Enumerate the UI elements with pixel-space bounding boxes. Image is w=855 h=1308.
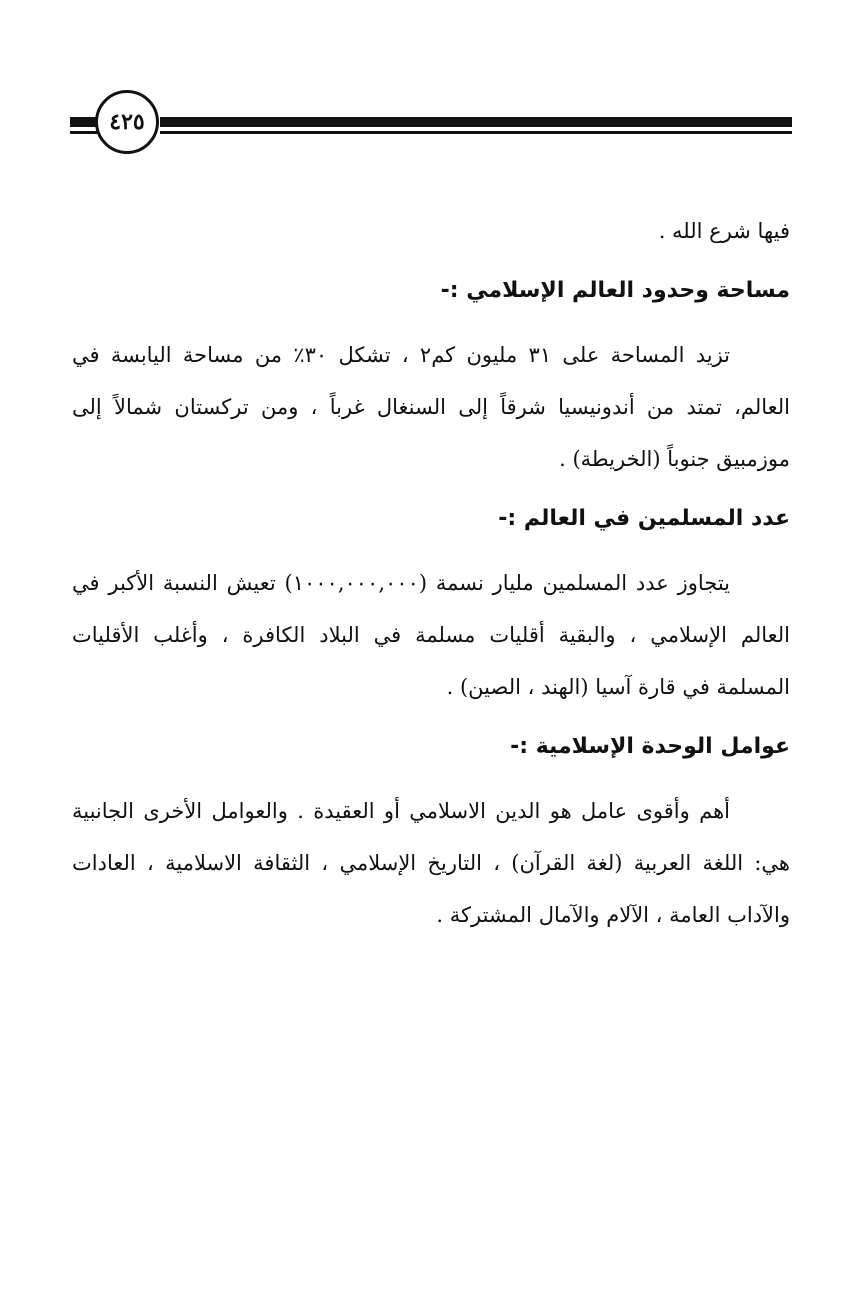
page-header [70,90,792,160]
intro-line: فيها شرع الله . [658,219,790,243]
header-rule-thin [160,131,792,134]
paragraph-unity-factors: أهم وأقوى عامل هو الدين الاسلامي أو العقيدة . والعوامل الأخرى الجانبية هي: اللغة العربية (لغة القرآن) ، التاريخ الإسلامي ، الثقافة الاسلامية ، العادات والآداب العامة ، الآلام والآمال المشتركة . [72,799,790,927]
page-number: ٤٢٥ [95,90,159,154]
header-rule-left-thick [70,117,98,127]
paragraph-muslim-count: يتجاوز عدد المسلمين مليار نسمة (١٠٠٠,٠٠٠,٠٠٠) تعيش النسبة الأكبر في العالم الإسلامي ، والبقية أقليات مسلمة في البلاد الكافرة ، وأغلب الأقليات المسلمة في قارة آسيا (الهند ، الصين) . [72,571,790,699]
page-body [72,205,790,941]
header-rule-thick [160,117,792,127]
section-heading-area-borders: مساحة وحدود العالم الإسلامي :- [440,278,790,303]
section-heading-unity-factors: عوامل الوحدة الإسلامية :- [510,734,790,759]
header-rule-left-thin [70,131,98,134]
paragraph-area-borders: تزيد المساحة على ٣١ مليون كم٢ ، تشكل ٣٠٪ من مساحة اليابسة في العالم، تمتد من أندونيسيا شرقاً إلى السنغال غرباً ، ومن تركستان شمالاً إلى موزمبيق جنوباً (الخريطة) . [72,343,790,471]
section-heading-muslim-count: عدد المسلمين في العالم :- [498,506,790,531]
